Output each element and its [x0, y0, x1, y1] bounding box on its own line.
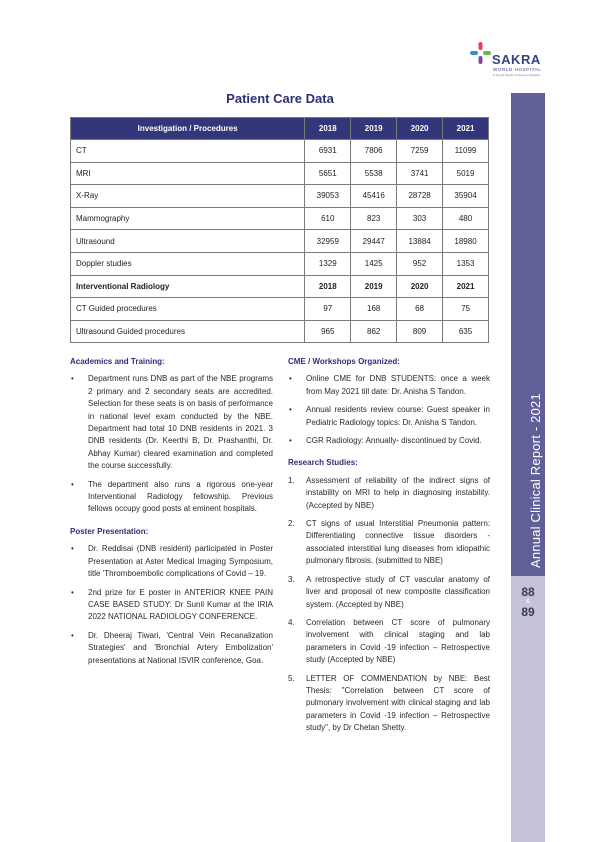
- table-cell: 6931: [305, 140, 351, 163]
- sakra-cross-icon: [470, 42, 492, 66]
- list-item: [288, 617, 490, 667]
- section-heading: Research Studies:: [288, 458, 358, 468]
- table-header: Investigation / Procedures: [71, 118, 305, 140]
- table-row: [71, 162, 489, 185]
- table-cell: CT Guided procedures: [71, 298, 305, 321]
- section-heading: CME / Workshops Organized:: [288, 357, 400, 366]
- side-band: [511, 93, 545, 842]
- table-row: [71, 252, 489, 275]
- table-header: 2020: [397, 118, 443, 140]
- table-cell: 1353: [443, 252, 489, 275]
- item-text: LETTER OF COMMENDATION by NBE: Best Thesis: "Correlation between CT score of pulmonary involvement with clinical staging and lab parameters in Covid -19 infection – Retrospective study", by Dr Chetan Shetty.: [306, 673, 490, 733]
- list-item: • The department also runs a rigorous one-year Interventional Radiology fellowship. Previous fellows occupy good posts at eminent hospitals.: [70, 479, 273, 516]
- patient-care-table: [70, 117, 489, 343]
- right-column: [288, 356, 490, 741]
- table-cell: Ultrasound Guided procedures: [71, 320, 305, 343]
- table-row: [71, 320, 489, 343]
- table-row: [71, 185, 489, 208]
- table-cell: 2021: [443, 275, 489, 298]
- page-number-right: 89: [521, 605, 535, 619]
- table-cell: 823: [351, 207, 397, 230]
- table-row: [71, 298, 489, 321]
- table-cell: 97: [305, 298, 351, 321]
- page-number-left: 88: [521, 585, 535, 599]
- side-band-dark: [511, 93, 545, 576]
- list-item: • Annual residents review course: Guest speaker in Pediatric Radiology topics: Dr. Anisha S Tandon.: [288, 404, 490, 429]
- table-cell: 2020: [397, 275, 443, 298]
- table-cell: 5019: [443, 162, 489, 185]
- sakra-logo: [470, 40, 590, 90]
- item-text: A retrospective study of CT vascular anatomy of liver and proposal of new composite classification system. (Accepted by NBE): [306, 574, 490, 609]
- section-heading: Poster Presentation:: [70, 526, 149, 536]
- table-cell: MRI: [71, 162, 305, 185]
- table-cell: 35904: [443, 185, 489, 208]
- academics-list: [70, 373, 273, 515]
- table-header: 2019: [351, 118, 397, 140]
- list-item: • Department runs DNB as part of the NBE programs 2 primary and 2 secondary seats are accredited. Selection for these seats is on basis of performance in national level exam conducted by the NBE. Department had total 10 DNB residents in 2021. 3 DNB residents (Dr. Keerthi B, Dr. Prashanthi, Dr. Abhay Kumar) cleared examination and completed the course successfully.: [70, 373, 273, 472]
- table-cell: 32959: [305, 230, 351, 253]
- list-item: • Dr. Dheeraj Tiwari, 'Central Vein Recanalization Strategies' and 'Bronchial Artery Embolization' presentations at National ISVIR conference, Goa.: [70, 630, 273, 667]
- research-list: [288, 475, 490, 735]
- list-item: • CGR Radiology: Annually- discontinued by Covid.: [288, 435, 490, 447]
- table-cell: Mammography: [71, 207, 305, 230]
- table-row: [71, 230, 489, 253]
- table-cell: 168: [351, 298, 397, 321]
- list-item: • Online CME for DNB STUDENTS: once a week from May 2021 till date: Dr. Anisha S Tandon.: [288, 373, 490, 398]
- table-cell: Ultrasound: [71, 230, 305, 253]
- table-cell: 68: [397, 298, 443, 321]
- item-text: CT signs of usual Interstitial Pneumonia pattern: Differentiating connective tissue disorders - associated interstitial lung diseases from idiopathic pulmonary fibrosis. (submitted to NBE): [306, 519, 490, 566]
- list-item: [288, 518, 490, 568]
- table-cell: 28728: [397, 185, 443, 208]
- table-header-row: [71, 118, 489, 140]
- item-number: 5.: [288, 673, 295, 683]
- list-item: [288, 574, 490, 611]
- table-cell: 7259: [397, 140, 443, 163]
- brand-subtitle: WORLD HOSPITAL: [493, 67, 542, 72]
- table-cell: 45416: [351, 185, 397, 208]
- table-cell: 952: [397, 252, 443, 275]
- brand-tagline: A Toyota Tsusho & Secom Hospital: [493, 73, 540, 77]
- table-row: [71, 207, 489, 230]
- table-cell: X-Ray: [71, 185, 305, 208]
- table-cell: 13884: [397, 230, 443, 253]
- brand-name: SAKRA: [492, 52, 541, 67]
- table-cell: 635: [443, 320, 489, 343]
- table-cell: Doppler studies: [71, 252, 305, 275]
- table-cell: 5651: [305, 162, 351, 185]
- item-number: 4.: [288, 617, 295, 627]
- table-cell: 18980: [443, 230, 489, 253]
- table-cell: Interventional Radiology: [71, 275, 305, 298]
- left-column: [70, 356, 273, 673]
- table-cell: 965: [305, 320, 351, 343]
- table-cell: 11099: [443, 140, 489, 163]
- table-cell: 303: [397, 207, 443, 230]
- section-heading: Academics and Training:: [70, 357, 165, 366]
- table-cell: 75: [443, 298, 489, 321]
- list-item: • 2nd prize for E poster in ANTERIOR KNEE PAIN CASE BASED STUDY: Dr Sunil Kumar at the IRIA 2022 NATIONAL RADIOLOGY CONFERENCE.: [70, 587, 273, 624]
- table-cell: 2019: [351, 275, 397, 298]
- table-cell: 862: [351, 320, 397, 343]
- list-item: [288, 673, 490, 735]
- table-cell: 809: [397, 320, 443, 343]
- table-cell: 29447: [351, 230, 397, 253]
- table-header: 2018: [305, 118, 351, 140]
- table-cell: 5538: [351, 162, 397, 185]
- list-item: • Dr. Reddisai (DNB resident) participated in Poster Presentation at Aster Medical Imaging Symposium, title 'Thromboembolic complications of Covid – 19.: [70, 543, 273, 580]
- table-cell: 3741: [397, 162, 443, 185]
- item-text: Correlation between CT score of pulmonary involvement with clinical staging and lab parameters in Covid -19 infection – Retrospective study (Accepted by NBE): [306, 617, 490, 665]
- cme-list: [288, 373, 490, 447]
- page-numbers: [511, 586, 545, 619]
- item-number: 1.: [288, 475, 295, 485]
- item-number: 3.: [288, 574, 295, 584]
- table-cell: 2018: [305, 275, 351, 298]
- table-subheader-row: [71, 275, 489, 298]
- item-number: 2.: [288, 519, 295, 529]
- table-header: 2021: [443, 118, 489, 140]
- table-cell: 480: [443, 207, 489, 230]
- list-item: [288, 475, 490, 512]
- report-title: Annual Clinical Report - 2021: [528, 393, 543, 568]
- table-cell: 7806: [351, 140, 397, 163]
- page-title: Patient Care Data: [226, 91, 334, 106]
- table-cell: CT: [71, 140, 305, 163]
- table-cell: 1329: [305, 252, 351, 275]
- item-text: Assessment of reliability of the indirect signs of instability on MRI to help in diagnosing instability. (Accepted by NBE): [306, 475, 490, 510]
- page-number-amp: &: [525, 599, 530, 605]
- table-cell: 39053: [305, 185, 351, 208]
- table-row: [71, 140, 489, 163]
- table-cell: 1425: [351, 252, 397, 275]
- poster-list: [70, 543, 273, 667]
- table-cell: 610: [305, 207, 351, 230]
